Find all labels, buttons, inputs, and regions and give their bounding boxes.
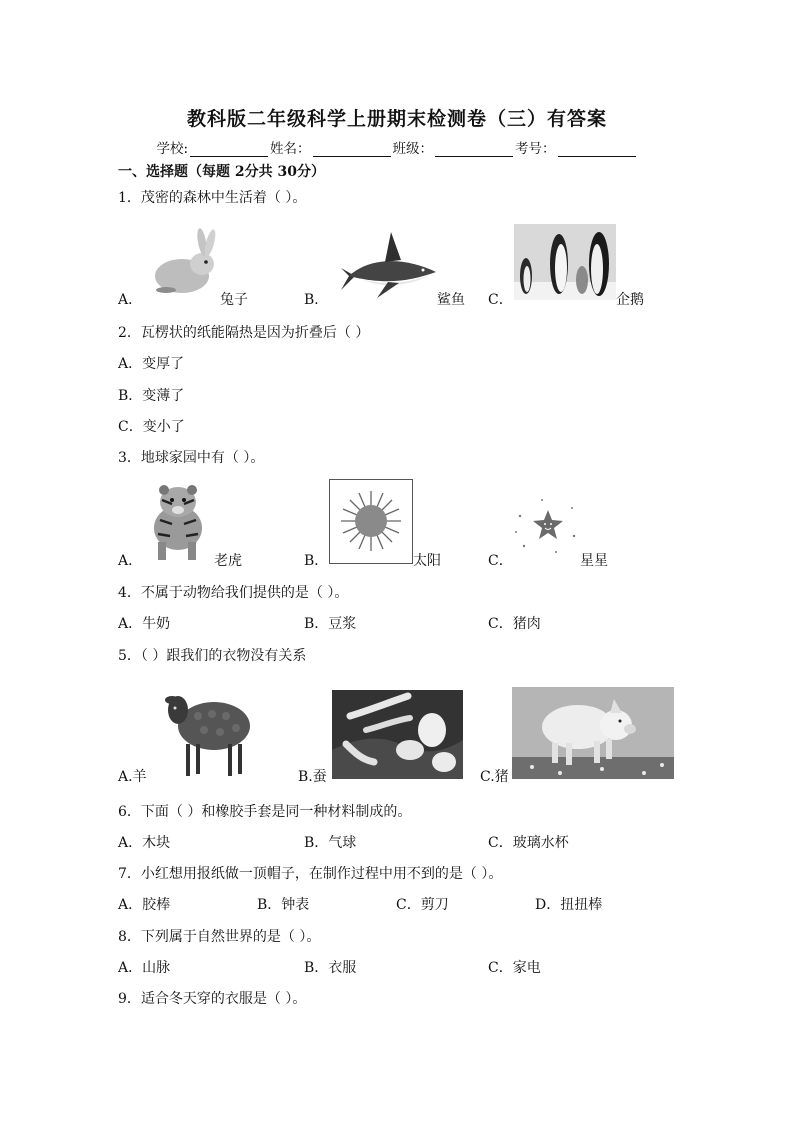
question-stem: 8．下列属于自然世界的是（ ）。 bbox=[118, 929, 321, 945]
option-item[interactable] bbox=[535, 894, 602, 914]
option-text: 钟表 bbox=[281, 897, 310, 913]
question-stem: 1．茂密的森林中生活着（ ）。 bbox=[118, 190, 307, 206]
option-text: 变小了 bbox=[142, 419, 185, 435]
option-letter: C． bbox=[488, 616, 513, 632]
option-text: 家电 bbox=[512, 960, 541, 976]
option-item[interactable] bbox=[118, 894, 170, 914]
option-letter[interactable]: A． bbox=[118, 553, 143, 569]
shark-photo bbox=[333, 228, 438, 300]
option-letter[interactable]: C． bbox=[488, 292, 513, 308]
class-label: 班级： bbox=[392, 141, 434, 157]
option-letter: C． bbox=[488, 960, 513, 976]
option-text: 豆浆 bbox=[328, 616, 357, 632]
option-text[interactable]: 太阳 bbox=[413, 553, 441, 569]
option-letter: B． bbox=[257, 897, 282, 913]
option-item[interactable] bbox=[118, 385, 184, 405]
option-item[interactable] bbox=[118, 957, 170, 977]
option-letter[interactable]: B． bbox=[304, 553, 329, 569]
option-letter: A． bbox=[118, 356, 143, 372]
option-item[interactable] bbox=[118, 416, 185, 436]
exam-number-blank[interactable] bbox=[558, 144, 636, 157]
option-text[interactable]: 兔子 bbox=[220, 292, 248, 308]
option-letter[interactable]: C． bbox=[488, 553, 513, 569]
sun-icon bbox=[329, 479, 413, 564]
star-icon bbox=[512, 496, 578, 556]
option-letter: B． bbox=[118, 388, 143, 404]
option-text[interactable]: 老虎 bbox=[214, 553, 242, 569]
option-letter[interactable]: B． bbox=[304, 292, 329, 308]
option-item[interactable] bbox=[304, 957, 356, 977]
option-item[interactable] bbox=[257, 894, 309, 914]
school-label: 学校: bbox=[156, 141, 189, 157]
option-letter: C. bbox=[480, 769, 495, 785]
option-text: 玻璃水杯 bbox=[512, 835, 569, 851]
question-stem: 3．地球家园中有（ ）。 bbox=[118, 450, 265, 466]
option-item[interactable] bbox=[118, 613, 170, 633]
option-text: 衣服 bbox=[328, 960, 357, 976]
option-text: 扭扭棒 bbox=[560, 897, 603, 913]
student-info-line bbox=[0, 137, 794, 157]
option-letter: D． bbox=[535, 897, 561, 913]
option-item[interactable] bbox=[118, 832, 170, 852]
option-text: 山脉 bbox=[142, 960, 171, 976]
option-item[interactable] bbox=[480, 766, 509, 786]
option-letter: A． bbox=[118, 897, 143, 913]
option-text: 胶棒 bbox=[142, 897, 171, 913]
page-title: 教科版二年级科学上册期末检测卷（三）有答案 bbox=[186, 108, 607, 130]
option-item[interactable] bbox=[488, 613, 541, 633]
rabbit-photo bbox=[146, 228, 218, 296]
option-item[interactable] bbox=[118, 353, 184, 373]
option-item[interactable] bbox=[396, 894, 449, 914]
option-text: 猪肉 bbox=[512, 616, 541, 632]
option-item[interactable] bbox=[298, 766, 327, 786]
option-letter: B． bbox=[304, 835, 329, 851]
question-stem: 4．不属于动物给我们提供的是（ ）。 bbox=[118, 585, 349, 601]
option-text[interactable]: 鲨鱼 bbox=[437, 292, 465, 308]
option-item[interactable] bbox=[304, 613, 356, 633]
tiger-photo bbox=[142, 482, 214, 560]
option-item[interactable] bbox=[488, 832, 569, 852]
question-stem: 9．适合冬天穿的衣服是（ ）。 bbox=[118, 991, 307, 1007]
school-blank[interactable] bbox=[190, 144, 268, 157]
option-text: 变厚了 bbox=[142, 356, 185, 372]
option-text: 木块 bbox=[142, 835, 171, 851]
option-text: 变薄了 bbox=[142, 388, 185, 404]
question-stem: 2．瓦楞状的纸能隔热是因为折叠后（ ） bbox=[118, 325, 370, 341]
option-letter[interactable]: A． bbox=[118, 292, 143, 308]
option-text[interactable]: 企鹅 bbox=[616, 292, 644, 308]
option-letter: C． bbox=[488, 835, 513, 851]
option-letter: B. bbox=[298, 769, 313, 785]
question-stem: 7．小红想用报纸做一顶帽子，在制作过程中用不到的是（ ）。 bbox=[118, 866, 503, 882]
exam-number-label: 考号： bbox=[515, 141, 556, 157]
option-letter: A. bbox=[118, 769, 133, 785]
option-letter: A． bbox=[118, 960, 143, 976]
option-letter: B． bbox=[304, 960, 329, 976]
option-text[interactable]: 星星 bbox=[580, 553, 608, 569]
class-blank[interactable] bbox=[435, 144, 513, 157]
option-item[interactable] bbox=[118, 766, 147, 786]
option-text: 羊 bbox=[132, 769, 147, 785]
option-item[interactable] bbox=[304, 832, 356, 852]
option-item[interactable] bbox=[488, 957, 541, 977]
name-blank[interactable] bbox=[313, 144, 391, 157]
option-letter: C． bbox=[396, 897, 421, 913]
option-text: 气球 bbox=[328, 835, 357, 851]
question-stem: 5．（ ）跟我们的衣物没有关系 bbox=[118, 648, 307, 664]
option-text: 蚕 bbox=[312, 769, 327, 785]
option-text: 牛奶 bbox=[142, 616, 171, 632]
pig-photo bbox=[512, 687, 674, 779]
penguins-photo bbox=[514, 224, 616, 300]
section-title: 一、选择题（每题 2分共 30分） bbox=[118, 164, 325, 180]
option-letter: C． bbox=[118, 419, 143, 435]
sheep-photo bbox=[158, 680, 254, 778]
name-label: 姓名： bbox=[270, 141, 311, 157]
option-letter: B． bbox=[304, 616, 329, 632]
option-letter: A． bbox=[118, 835, 143, 851]
question-stem: 6．下面（ ）和橡胶手套是同一种材料制成的。 bbox=[118, 804, 412, 820]
option-text: 猪 bbox=[494, 769, 509, 785]
silkworm-photo bbox=[332, 690, 463, 779]
option-letter: A． bbox=[118, 616, 143, 632]
option-text: 剪刀 bbox=[420, 897, 449, 913]
